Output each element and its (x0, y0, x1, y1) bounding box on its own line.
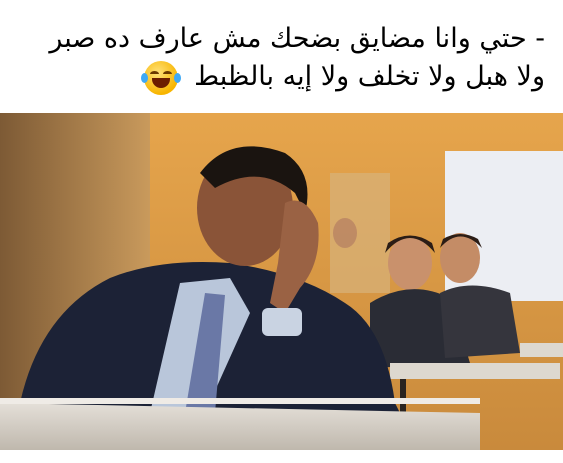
man-cuff (262, 308, 302, 336)
classroom-photo (0, 113, 563, 450)
student-body-2 (440, 286, 520, 359)
caption-area (0, 0, 563, 112)
student-head-3 (333, 218, 357, 248)
caption-line-2-text: ولا هبل ولا تخلف ولا إيه بالظبط (194, 61, 545, 92)
rear-desk-2 (520, 343, 563, 357)
photo-illustration (0, 113, 563, 450)
caption-line-2 (144, 60, 545, 95)
caption-line-1: - حتي وانا مضايق بضحك مش عارف ده صبر (49, 23, 545, 54)
bottom-border (0, 450, 563, 463)
student-head-1 (388, 236, 432, 290)
front-desk-edge (0, 398, 480, 404)
rear-desk (390, 363, 560, 379)
face-with-tears-of-joy-icon (144, 61, 178, 95)
